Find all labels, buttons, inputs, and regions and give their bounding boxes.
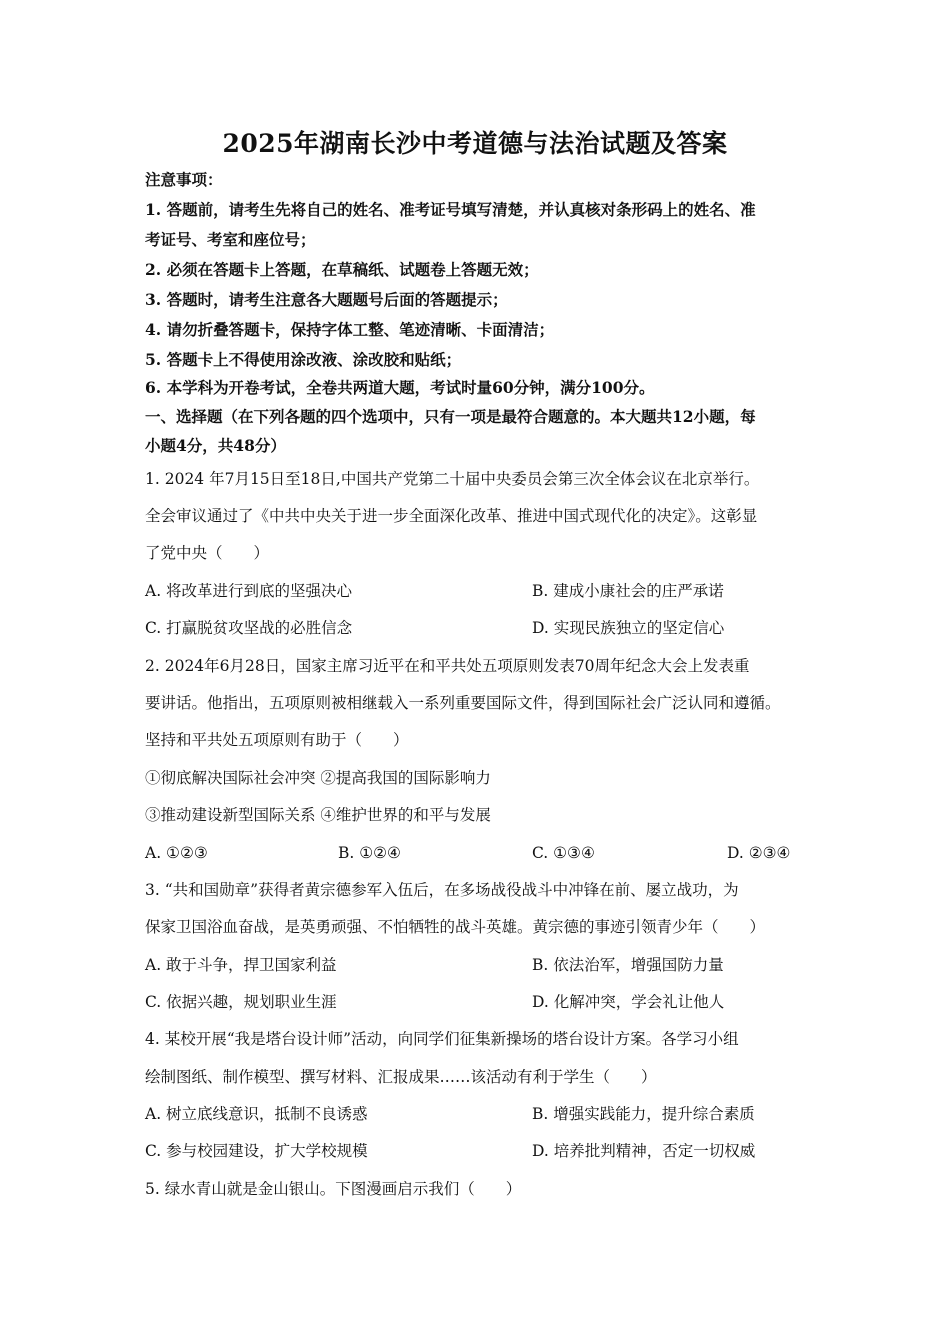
notice-heading: 注意事项： xyxy=(145,170,223,189)
question-2-statement: ①彻底解决国际社会冲突 ②提高我国的国际影响力 xyxy=(145,769,491,787)
question-3-option-d: D. 化解冲突，学会礼让他人 xyxy=(532,993,725,1011)
question-1-option-b: B. 建成小康社会的庄严承诺 xyxy=(532,582,724,600)
question-3-stem: 3. “共和国勋章”获得者黄宗德参军入伍后，在多场战役战斗中冲锋在前、屡立战功，为 xyxy=(145,881,739,899)
question-3-stem: 保家卫国浴血奋战，是英勇顽强、不怕牺牲的战斗英雄。黄宗德的事迹引领青少年（ ） xyxy=(145,918,766,936)
question-1-stem: 1. 2024 年7月15日至18日,中国共产党第二十届中央委员会第三次全体会议在北京举行。 xyxy=(145,470,760,488)
question-3-option-c: C. 依据兴趣，规划职业生涯 xyxy=(145,993,337,1011)
question-4-stem: 绘制图纸、制作模型、撰写材料、汇报成果……该活动有利于学生（ ） xyxy=(145,1068,657,1086)
question-1-option-a: A. 将改革进行到底的坚强决心 xyxy=(145,582,353,600)
notice-item: 考证号、考室和座位号； xyxy=(145,230,316,249)
question-5-stem: 5. 绿水青山就是金山银山。下图漫画启示我们（ ） xyxy=(145,1180,522,1198)
question-4-stem: 4. 某校开展“我是塔台设计师”活动，向同学们征集新操场的塔台设计方案。各学习小组 xyxy=(145,1030,739,1048)
notice-item: 1. 答题前，请考生先将自己的姓名、准考证号填写清楚，并认真核对条形码上的姓名、准 xyxy=(145,200,756,219)
question-2-stem: 要讲话。他指出，五项原则被相继载入一系列重要国际文件，得到国际社会广泛认同和遵循。 xyxy=(145,694,781,712)
notice-item: 2. 必须在答题卡上答题，在草稿纸、试题卷上答题无效； xyxy=(145,260,539,279)
question-1-option-d: D. 实现民族独立的坚定信心 xyxy=(532,619,725,637)
question-1-stem: 全会审议通过了《中共中央关于进一步全面深化改革、推进中国式现代化的决定》。这彰显 xyxy=(145,507,758,525)
section-heading: 小题4分，共48分） xyxy=(145,436,286,455)
notice-item: 4. 请勿折叠答题卡，保持字体工整、笔迹清晰、卡面清洁； xyxy=(145,320,555,339)
question-1-option-c: C. 打赢脱贫攻坚战的必胜信念 xyxy=(145,619,353,637)
question-3-option-a: A. 敢于斗争，捍卫国家利益 xyxy=(145,956,337,974)
question-2-stem: 坚持和平共处五项原则有助于（ ） xyxy=(145,731,409,749)
question-2-option-a: A. ①②③ xyxy=(145,844,208,862)
question-4-option-a: A. 树立底线意识，抵制不良诱惑 xyxy=(145,1105,368,1123)
section-heading: 一、选择题（在下列各题的四个选项中，只有一项是最符合题意的。本大题共12小题，每 xyxy=(145,407,756,426)
question-2-stem: 2. 2024年6月28日，国家主席习近平在和平共处五项原则发表70周年纪念大会上发表重 xyxy=(145,657,750,675)
question-2-statement: ③推动建设新型国际关系 ④维护世界的和平与发展 xyxy=(145,806,491,824)
notice-item: 5. 答题卡上不得使用涂改液、涂改胶和贴纸； xyxy=(145,350,462,369)
question-4-option-d: D. 培养批判精神，否定一切权威 xyxy=(532,1142,756,1160)
page-title: 2025年湖南长沙中考道德与法治试题及答案 xyxy=(222,129,728,158)
question-4-option-c: C. 参与校园建设，扩大学校规模 xyxy=(145,1142,368,1160)
question-3-option-b: B. 依法治军，增强国防力量 xyxy=(532,956,724,974)
notice-item: 6. 本学科为开卷考试，全卷共两道大题，考试时量60分钟，满分100分。 xyxy=(145,378,655,397)
question-1-stem: 了党中央（ ） xyxy=(145,544,270,562)
notice-item: 3. 答题时，请考生注意各大题题号后面的答题提示； xyxy=(145,290,508,309)
question-2-option-b: B. ①②④ xyxy=(338,844,401,862)
question-4-option-b: B. 增强实践能力，提升综合素质 xyxy=(532,1105,755,1123)
question-2-option-c: C. ①③④ xyxy=(532,844,595,862)
question-2-option-d: D. ②③④ xyxy=(727,844,791,862)
